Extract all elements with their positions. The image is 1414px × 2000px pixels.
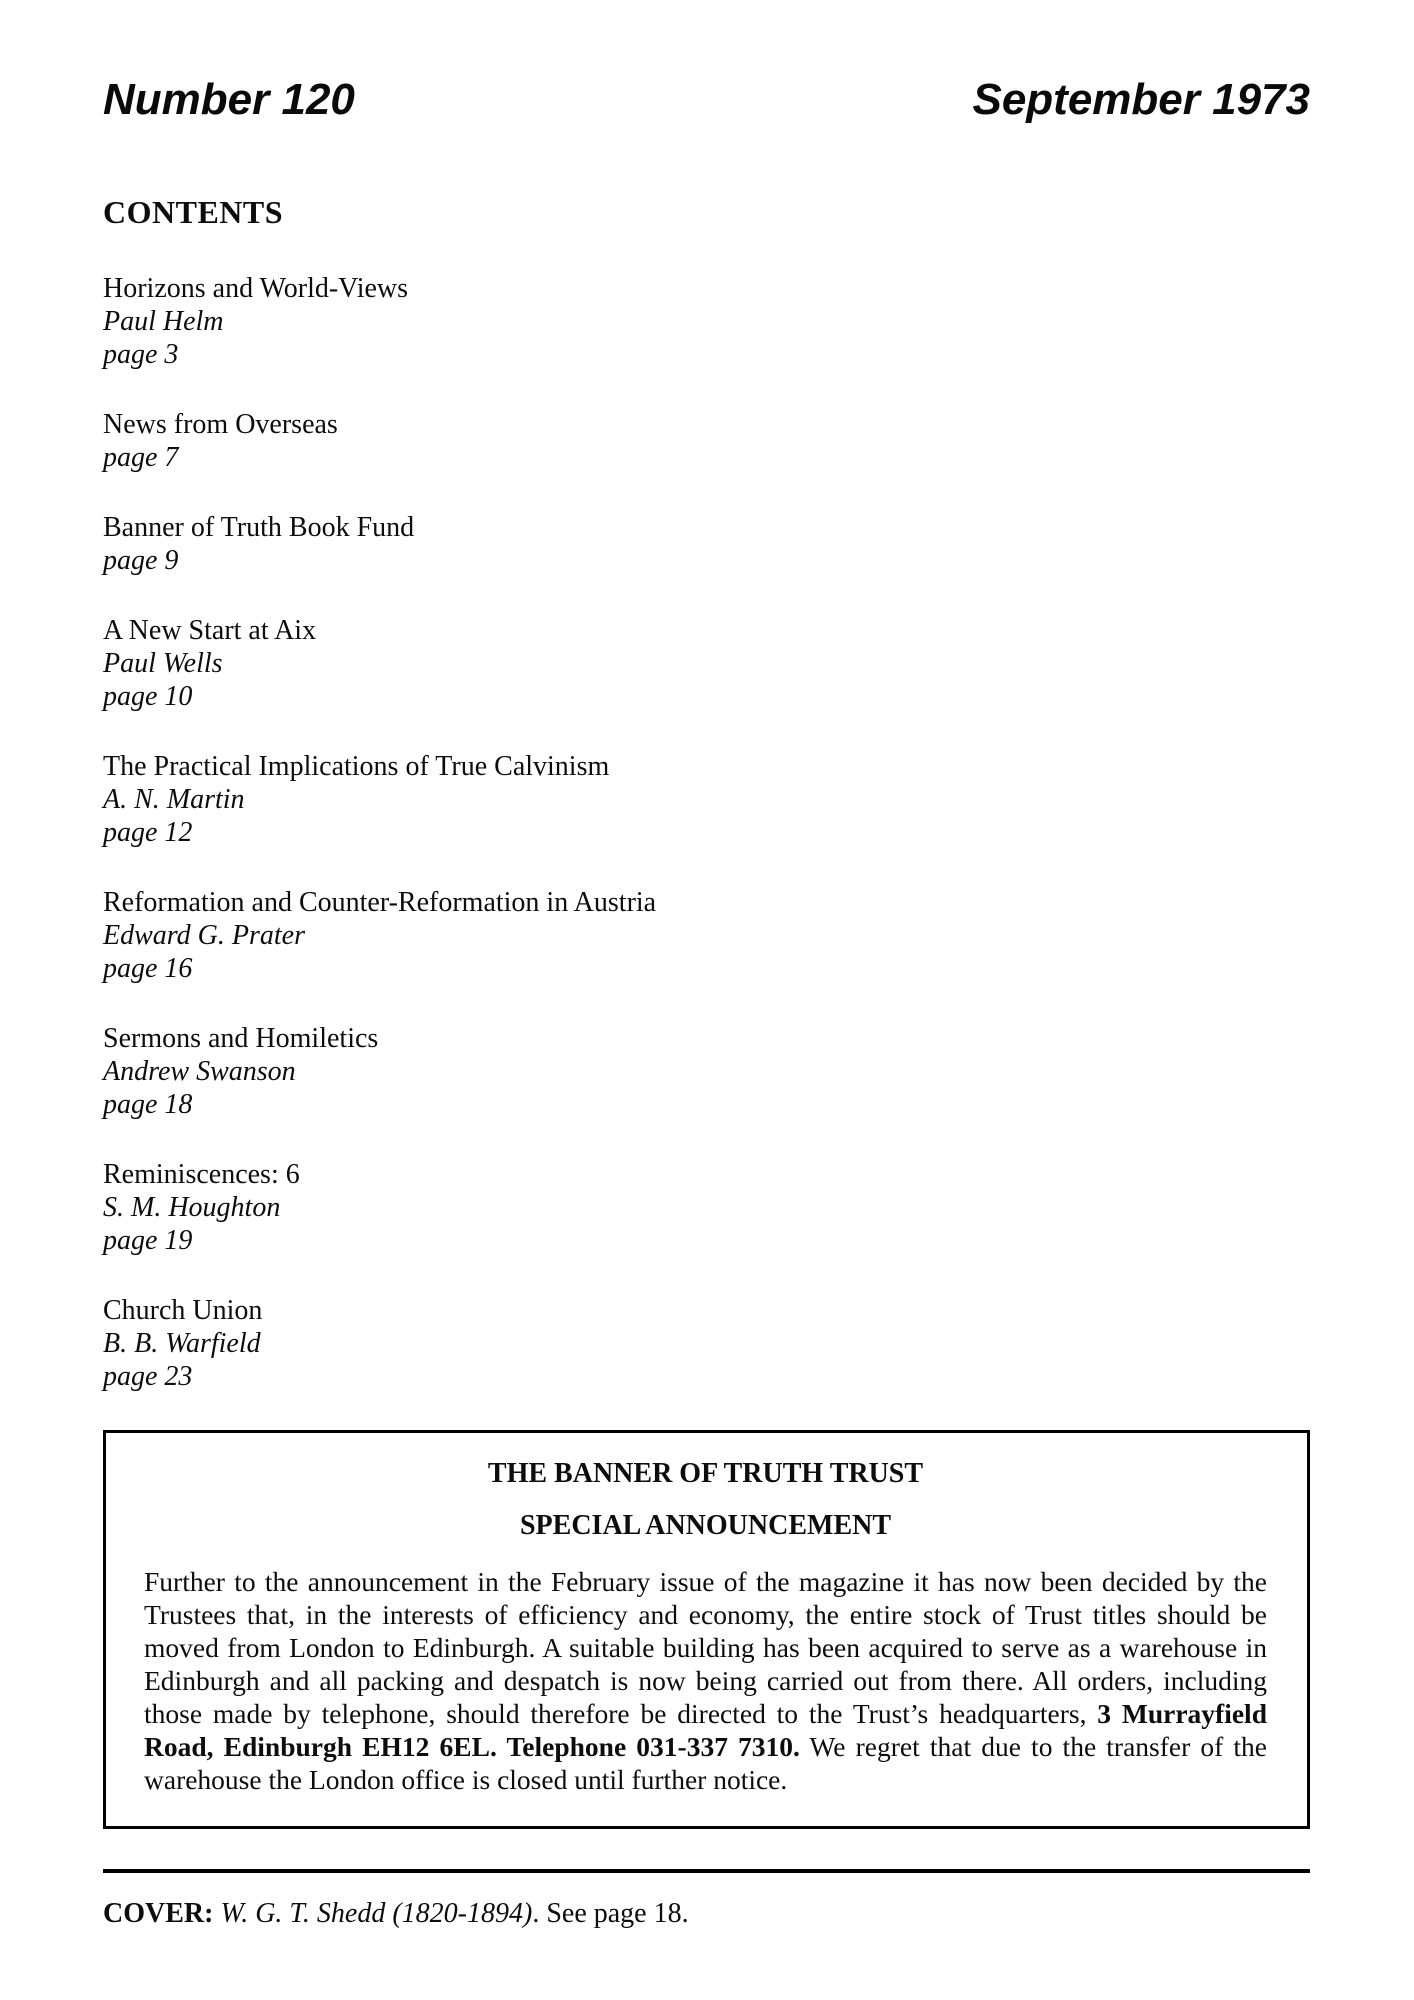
toc-entry-author: S. M. Houghton [103, 1192, 281, 1223]
cover-caption [103, 1897, 1310, 1931]
toc-entry-author: Paul Helm [103, 306, 224, 337]
toc-entry-page: page 19 [103, 1225, 193, 1256]
announcement-body-end: We regret that due to the transfer of the warehouse the London office is closed until further notice. [144, 1731, 1267, 1795]
table-of-contents [103, 272, 1310, 1393]
toc-entry-title: News from Overseas [103, 409, 338, 440]
toc-entry-title: The Practical Implications of True Calvinism [103, 751, 610, 782]
toc-entry-page: page 7 [103, 442, 179, 473]
toc-entry-title: Sermons and Homiletics [103, 1023, 379, 1054]
announcement-address-bold: 3 Murrayfield Road, Edinburgh EH12 6EL. Telephone 031-337 7310. [144, 1698, 1267, 1762]
announcement-subtitle: SPECIAL ANNOUNCEMENT [519, 1510, 892, 1541]
issue-date: September 1973 [972, 75, 1310, 124]
toc-entry [103, 511, 1310, 577]
toc-entry-author: Paul Wells [103, 648, 223, 679]
toc-entry-page: page 18 [103, 1089, 193, 1120]
masthead [103, 75, 1310, 124]
cover-label: COVER: [103, 1898, 214, 1929]
cover-subject: W. G. T. Shedd (1820-1894) [220, 1898, 533, 1929]
toc-entry-page: page 3 [103, 339, 179, 370]
toc-entry-title: Church Union [103, 1295, 263, 1326]
toc-entry [103, 1294, 1310, 1393]
toc-entry [103, 750, 1310, 849]
toc-entry-page: page 10 [103, 681, 193, 712]
toc-entry-page: page 12 [103, 817, 193, 848]
toc-entry-title: A New Start at Aix [103, 615, 317, 646]
toc-entry [103, 1158, 1310, 1257]
toc-entry [103, 408, 1310, 474]
toc-entry [103, 614, 1310, 713]
toc-entry-title: Banner of Truth Book Fund [103, 512, 415, 543]
toc-entry-page: page 23 [103, 1361, 193, 1392]
toc-entry-page: page 16 [103, 953, 193, 984]
special-announcement-box [103, 1430, 1310, 1829]
announcement-body-start: Further to the announcement in the February issue of the magazine it has now been decided by the Trustees that, in the interests of efficiency and economy, the entire stock of Trust titles should be moved from London to Edinburgh. A suitable building has been acquired to serve as a warehouse in Edinburgh and all packing and despatch is now being carried out from there. All orders, including those made by telephone, should therefore be directed to the Trust’s headquarters, [144, 1566, 1267, 1729]
toc-entry-title: Reminiscences: 6 [103, 1159, 300, 1190]
announcement-body [144, 1565, 1267, 1796]
toc-entry-author: Edward G. Prater [103, 920, 305, 951]
footer-divider-rule [103, 1869, 1310, 1873]
toc-entry [103, 1022, 1310, 1121]
announcement-org-title: THE BANNER OF TRUTH TRUST [487, 1458, 924, 1489]
issue-number: Number 120 [103, 75, 355, 124]
toc-entry [103, 272, 1310, 371]
toc-entry-title: Horizons and World-Views [103, 273, 409, 304]
cover-caption-rest: . See page 18. [532, 1898, 689, 1929]
toc-entry-author: B. B. Warfield [103, 1328, 261, 1359]
toc-entry-page: page 9 [103, 545, 179, 576]
toc-entry-title: Reformation and Counter-Reformation in Austria [103, 887, 657, 918]
toc-entry-author: Andrew Swanson [103, 1056, 296, 1087]
contents-heading: CONTENTS [103, 194, 284, 230]
toc-entry [103, 886, 1310, 985]
toc-entry-author: A. N. Martin [103, 784, 245, 815]
